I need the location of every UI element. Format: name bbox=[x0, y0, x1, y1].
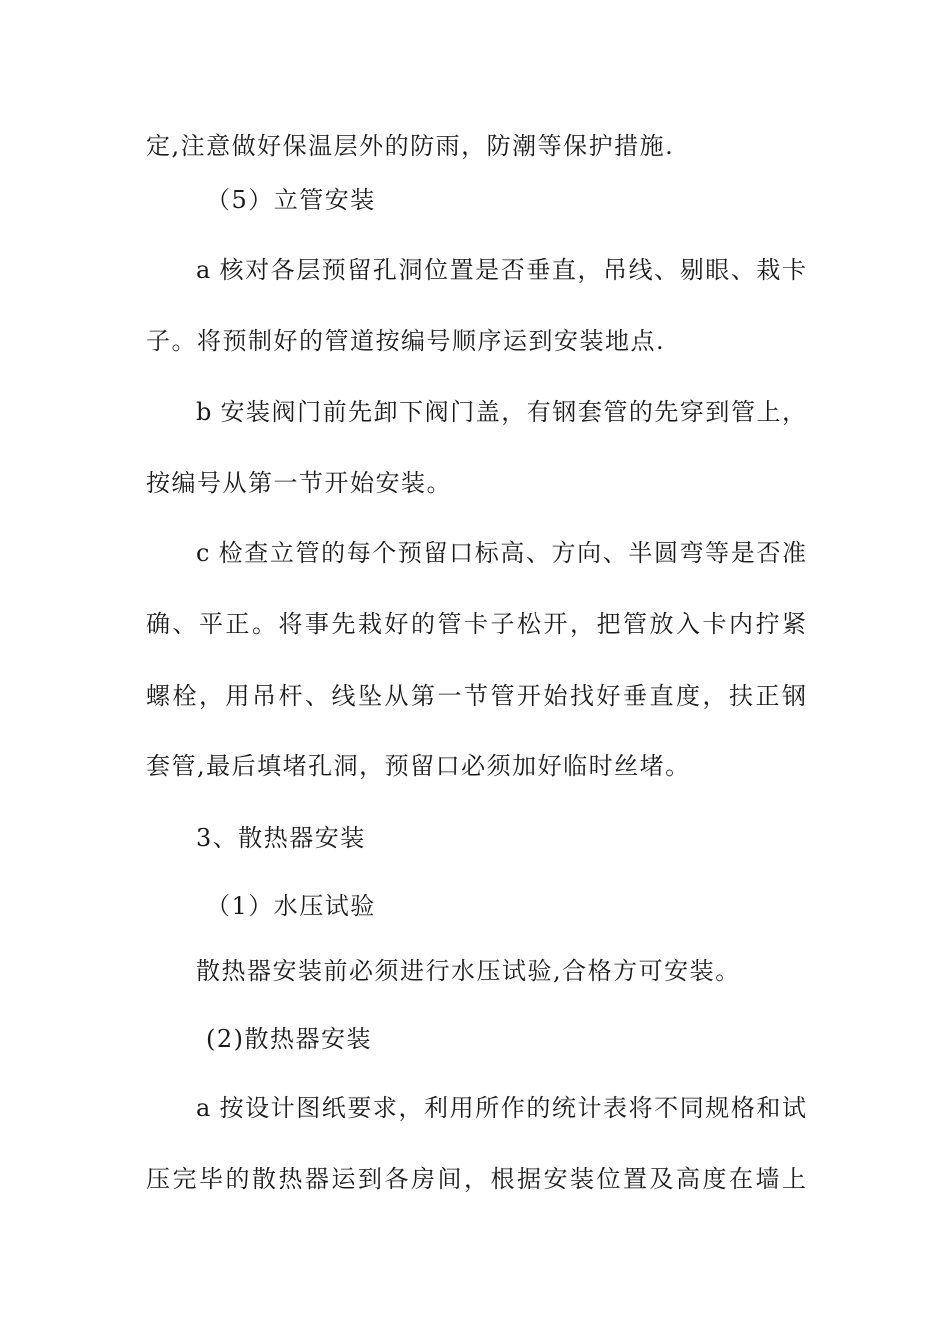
paragraph-line: a 按设计图纸要求，利用所作的统计表将不同规格和试 bbox=[196, 1094, 806, 1122]
paragraph-line: 螺栓，用吊杆、线坠从第一节管开始找好垂直度，扶正钢 bbox=[146, 682, 806, 710]
subsection-heading: （1）水压试验 bbox=[206, 892, 376, 920]
paragraph-line: 套管,最后填堵孔洞，预留口必须加好临时丝堵。 bbox=[146, 752, 691, 780]
paragraph-line: a 核对各层预留孔洞位置是否垂直，吊线、剔眼、栽卡 bbox=[196, 256, 806, 284]
paragraph-line: 按编号从第一节开始安装。 bbox=[146, 469, 452, 497]
paragraph-line: 散热器安装前必须进行水压试验,合格方可安装。 bbox=[196, 957, 741, 985]
paragraph-line: 定,注意做好保温层外的防雨，防潮等保护措施. bbox=[146, 132, 675, 160]
paragraph-line: b 安装阀门前先卸下阀门盖，有钢套管的先穿到管上， bbox=[196, 398, 806, 426]
paragraph-line: 压完毕的散热器运到各房间，根据安装位置及高度在墙上 bbox=[146, 1165, 806, 1193]
subsection-heading: (2)散热器安装 bbox=[206, 1025, 372, 1053]
section-heading: （5）立管安装 bbox=[206, 186, 376, 214]
section-heading: 3、散热器安装 bbox=[196, 824, 366, 852]
paragraph-line: 确、平正。将事先栽好的管卡子松开，把管放入卡内拧紧 bbox=[146, 610, 806, 638]
paragraph-line: c 检查立管的每个预留口标高、方向、半圆弯等是否准 bbox=[196, 539, 806, 567]
paragraph-line: 子。将预制好的管道按编号顺序运到安装地点. bbox=[146, 327, 666, 355]
